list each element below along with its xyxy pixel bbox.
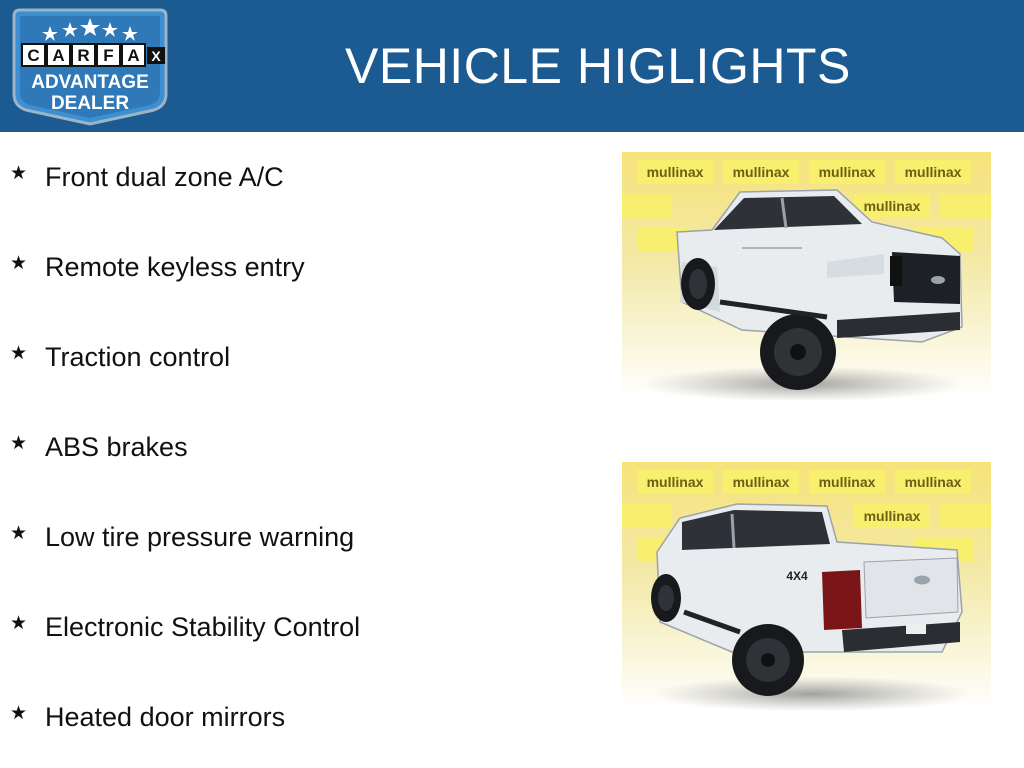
backdrop-logo-text: mullinax (732, 474, 790, 490)
feature-item (10, 427, 188, 467)
carfax-logo (22, 44, 165, 66)
carfax-advantage-dealer-badge (8, 6, 172, 126)
feature-label: Low tire pressure warning (45, 522, 355, 552)
feature-item (10, 157, 284, 197)
svg-text:A: A (52, 46, 65, 65)
feature-item (10, 337, 230, 377)
svg-text:C: C (27, 46, 40, 65)
backdrop-logo-text: mullinax (818, 474, 876, 490)
svg-text:X: X (151, 48, 161, 64)
page-title: VEHICLE HIGLIGHTS (345, 38, 851, 94)
svg-text:A: A (127, 46, 140, 65)
backdrop-logo-text: mullinax (646, 164, 704, 180)
feature-label: Heated door mirrors (45, 702, 286, 732)
feature-label: Remote keyless entry (45, 252, 305, 282)
badge-line-dealer: DEALER (50, 93, 130, 114)
vehicle-photo-rear (622, 462, 991, 710)
svg-text:R: R (77, 46, 90, 65)
backdrop-logo-text: mullinax (818, 164, 876, 180)
badge-line-advantage: ADVANTAGE (31, 72, 149, 93)
feature-item (10, 247, 305, 287)
backdrop-logo-text: mullinax (904, 474, 962, 490)
star-bullet-icon: ★ (10, 613, 28, 634)
four-by-four-badge: 4X4 (786, 569, 808, 583)
feature-label: Electronic Stability Control (45, 612, 361, 642)
backdrop-logo-text: mullinax (863, 508, 921, 524)
header-bar (0, 0, 1024, 132)
star-bullet-icon: ★ (10, 343, 28, 364)
feature-item (10, 607, 360, 647)
svg-text:F: F (103, 46, 114, 65)
star-bullet-icon: ★ (10, 253, 28, 274)
backdrop-logo-text: mullinax (904, 164, 962, 180)
backdrop-logo-text: mullinax (646, 474, 704, 490)
feature-item (10, 697, 285, 737)
backdrop-logo-text: mullinax (863, 198, 921, 214)
star-bullet-icon: ★ (10, 523, 28, 544)
feature-label: Traction control (45, 342, 231, 372)
feature-label: Front dual zone A/C (45, 162, 284, 192)
star-bullet-icon: ★ (10, 163, 28, 184)
star-bullet-icon: ★ (10, 703, 28, 724)
backdrop-logo-text: mullinax (732, 164, 790, 180)
feature-item (10, 517, 354, 557)
vehicle-photo-front (622, 152, 991, 400)
feature-label: ABS brakes (45, 432, 188, 462)
star-bullet-icon: ★ (10, 433, 28, 454)
